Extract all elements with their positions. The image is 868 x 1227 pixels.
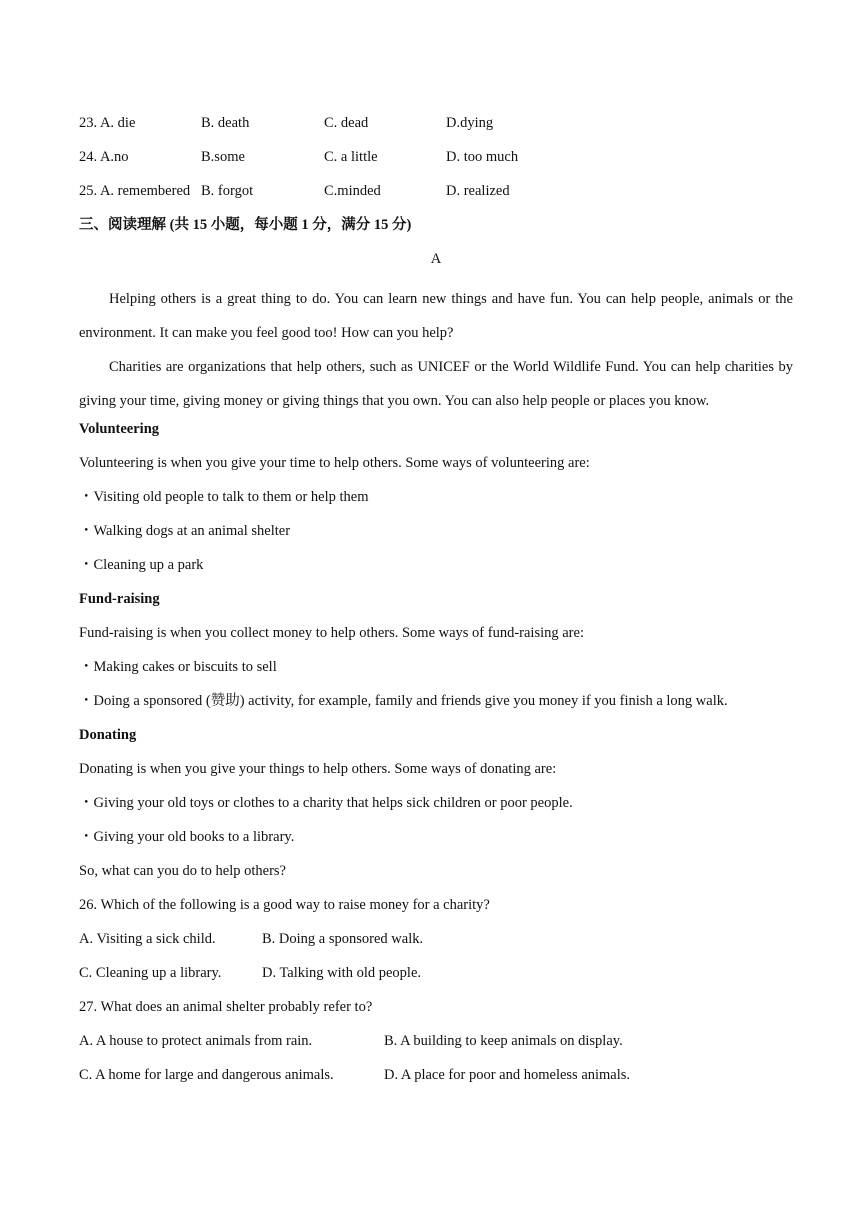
closing-question: So, what can you do to help others? bbox=[79, 863, 286, 879]
option-23-d: D.dying bbox=[446, 115, 494, 131]
volunteering-intro: Volunteering is when you give your time to help others. Some ways of volunteering are: bbox=[79, 455, 590, 471]
question-27-option-d: D. A place for poor and homeless animals. bbox=[384, 1067, 631, 1083]
question-26-option-a: A. Visiting a sick child. bbox=[79, 931, 216, 947]
document-page bbox=[79, 112, 793, 1098]
fund-raising-intro: Fund-raising is when you collect money to help others. Some ways of fund-raising are: bbox=[79, 625, 584, 641]
question-26-option-b: B. Doing a sponsored walk. bbox=[262, 931, 424, 947]
list-item: ・Doing a sponsored (赞助) activity, for example, family and friends give you money if you finish a long walk. bbox=[79, 693, 728, 709]
option-row-24 bbox=[79, 146, 793, 180]
donating-intro: Donating is when you give your things to help others. Some ways of donating are: bbox=[79, 761, 557, 777]
option-25-d: D. realized bbox=[446, 183, 510, 199]
section-title: 三、阅读理解 (共 15 小题，每小题 1 分，满分 15 分) bbox=[79, 217, 412, 233]
heading-volunteering: Volunteering bbox=[79, 421, 160, 437]
option-24-b: B.some bbox=[201, 149, 245, 165]
paragraph-charities: Charities are organizations that help others, such as UNICEF or the World Wildlife Fund. You can help charities by giving your time, giving money or giving things that you own. You can also help people or places you know. bbox=[79, 359, 793, 409]
list-item: ・Cleaning up a park bbox=[79, 557, 204, 573]
question-27-options-row-2 bbox=[79, 1064, 793, 1098]
list-item: ・Visiting old people to talk to them or help them bbox=[79, 489, 369, 505]
question-27-option-a: A. A house to protect animals from rain. bbox=[79, 1033, 313, 1049]
list-item: ・Making cakes or biscuits to sell bbox=[79, 659, 277, 675]
heading-donating: Donating bbox=[79, 727, 137, 743]
question-27-option-c: C. A home for large and dangerous animals. bbox=[79, 1067, 334, 1083]
question-27-option-b: B. A building to keep animals on display. bbox=[384, 1033, 623, 1049]
question-26-option-c: C. Cleaning up a library. bbox=[79, 965, 222, 981]
option-23-a: 23. A. die bbox=[79, 115, 136, 131]
paragraph-intro: Helping others is a great thing to do. You can learn new things and have fun. You can help people, animals or the environment. It can make you feel good too! How can you help? bbox=[79, 291, 793, 341]
list-item: ・Giving your old toys or clothes to a charity that helps sick children or poor people. bbox=[79, 795, 573, 811]
option-row-23 bbox=[79, 112, 793, 146]
heading-fund-raising: Fund-raising bbox=[79, 591, 160, 607]
question-26-options-row-2 bbox=[79, 962, 793, 996]
option-25-a: 25. A. remembered bbox=[79, 183, 191, 199]
option-row-25 bbox=[79, 180, 793, 214]
passage-label: A bbox=[430, 251, 442, 267]
option-24-d: D. too much bbox=[446, 149, 519, 165]
option-23-b: B. death bbox=[201, 115, 250, 131]
option-23-c: C. dead bbox=[324, 115, 369, 131]
question-27-stem: 27. What does an animal shelter probably refer to? bbox=[79, 999, 373, 1015]
option-24-c: C. a little bbox=[324, 149, 378, 165]
option-24-a: 24. A.no bbox=[79, 149, 129, 165]
option-25-b: B. forgot bbox=[201, 183, 254, 199]
question-26-option-d: D. Talking with old people. bbox=[262, 965, 422, 981]
question-27-options-row-1 bbox=[79, 1030, 793, 1064]
option-25-c: C.minded bbox=[324, 183, 381, 199]
question-26-stem: 26. Which of the following is a good way to raise money for a charity? bbox=[79, 897, 490, 913]
list-item: ・Walking dogs at an animal shelter bbox=[79, 523, 291, 539]
list-item: ・Giving your old books to a library. bbox=[79, 829, 295, 845]
question-26-options-row-1 bbox=[79, 928, 793, 962]
